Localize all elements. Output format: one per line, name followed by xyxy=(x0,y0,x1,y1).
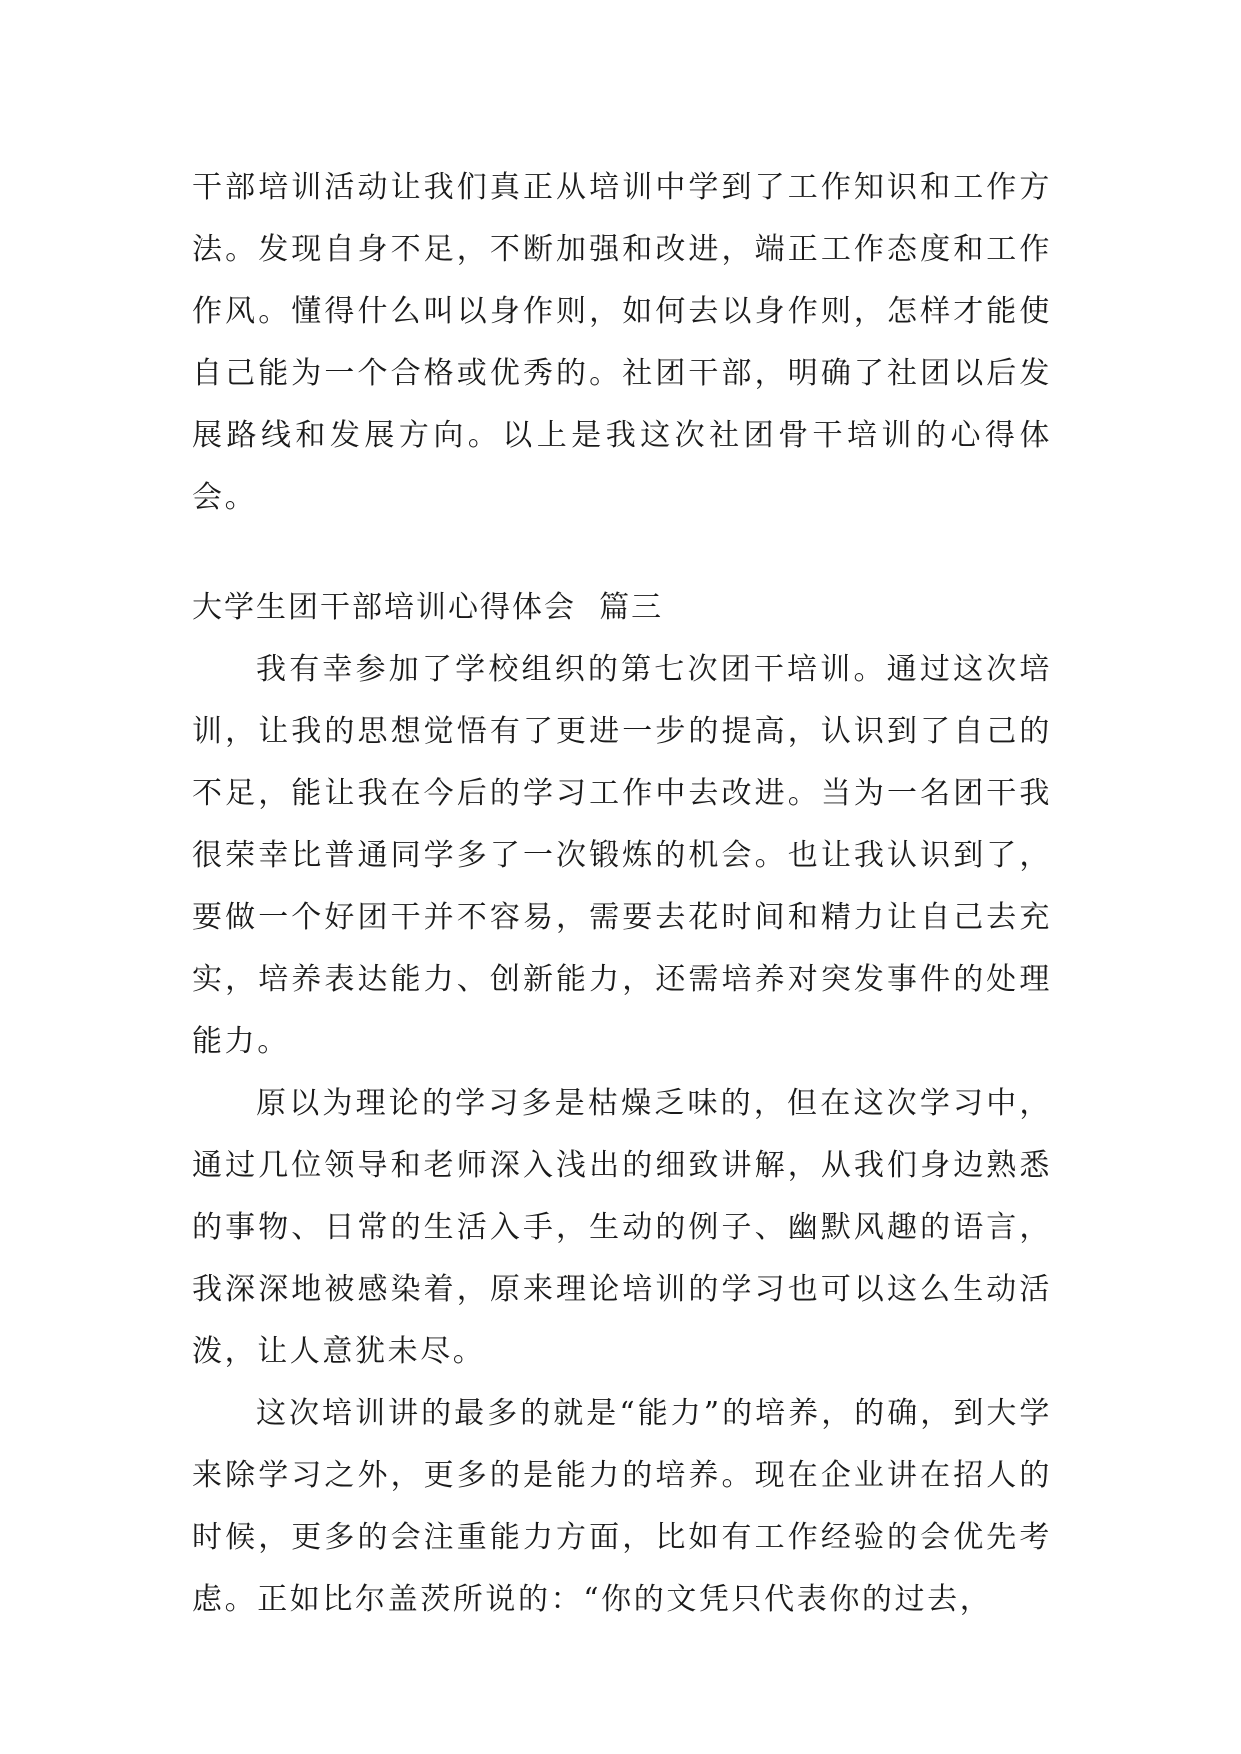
document-body xyxy=(192,157,1052,1631)
body-paragraph-2: 原以为理论的学习多是枯燥乏味的，但在这次学习中，通过几位领导和老师深入浅出的细致讲解，从我们身边熟悉的事物、日常的生活入手，生动的例子、幽默风趣的语言，我深深地被感染着，原来理论培训的学习也可以这么生动活泼，让人意犹未尽。 xyxy=(192,1086,1052,1369)
continuation-paragraph: 干部培训活动让我们真正从培训中学到了工作知识和工作方法。发现自身不足，不断加强和改进，端正工作态度和工作作风。懂得什么叫以身作则，如何去以身作则，怎样才能使自己能为一个合格或优秀的。社团干部，明确了社团以后发展路线和发展方向。以上是我这次社团骨干培训的心得体会。 xyxy=(192,170,1052,515)
body-paragraph-1: 我有幸参加了学校组织的第七次团干培训。通过这次培训，让我的思想觉悟有了更进一步的提高，认识到了自己的不足，能让我在今后的学习工作中去改进。当为一名团干我很荣幸比普通同学多了一次锻炼的机会。也让我认识到了，要做一个好团干并不容易，需要去花时间和精力让自己去充实，培养表达能力、创新能力，还需培养对突发事件的处理能力。 xyxy=(192,652,1052,1059)
body-paragraph-3: 这次培训讲的最多的就是“能力”的培养，的确，到大学来除学习之外，更多的是能力的培养。现在企业讲在招人的时候，更多的会注重能力方面，比如有工作经验的会优先考虑。正如比尔盖茨所说的：“你的文凭只代表你的过去， xyxy=(192,1396,1052,1617)
section-spacer xyxy=(192,529,1052,577)
section-title: 大学生团干部培训心得体会 篇三 xyxy=(192,590,664,625)
